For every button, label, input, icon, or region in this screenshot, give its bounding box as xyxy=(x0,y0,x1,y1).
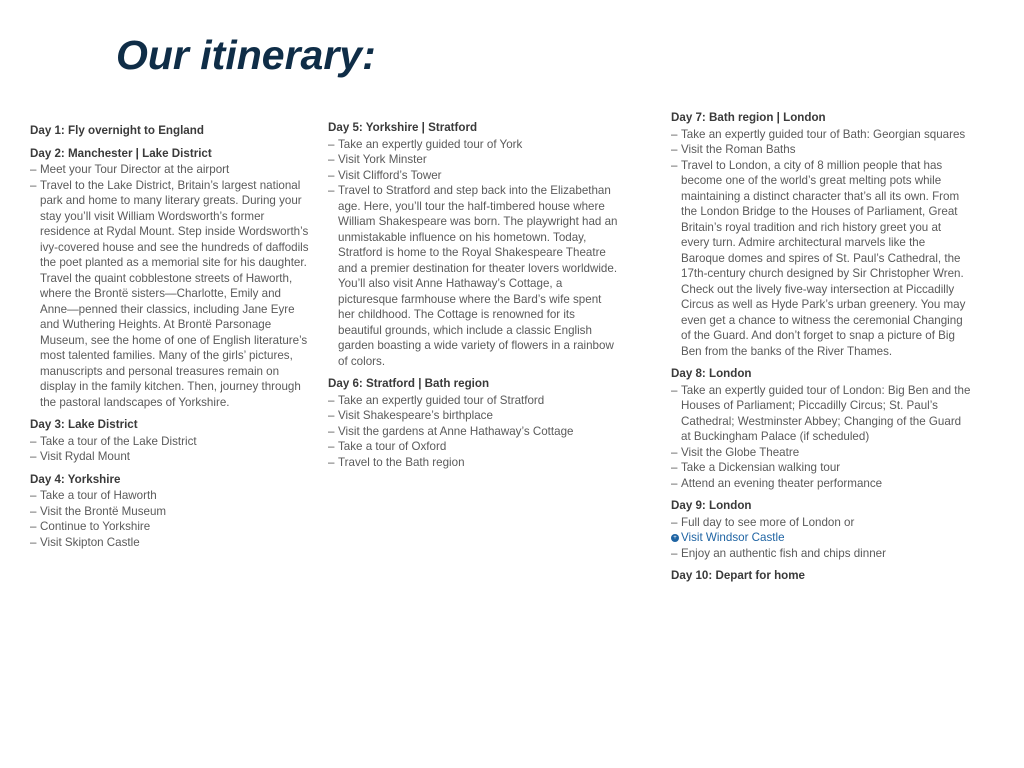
activity-item: – Visit Rydal Mount xyxy=(30,449,310,465)
day-activity-list xyxy=(30,162,310,410)
day-title: Day 3: Lake District xyxy=(30,418,138,431)
day-title: Day 9: London xyxy=(671,499,752,512)
day-activity-list xyxy=(671,127,971,360)
day-section xyxy=(671,366,971,491)
optional-excursion-link[interactable] xyxy=(671,530,971,546)
day-title: Day 2: Manchester | Lake District xyxy=(30,146,212,160)
day-activity-list xyxy=(328,393,618,471)
activity-item: – Take a tour of Haworth xyxy=(30,488,310,504)
day-activity-list xyxy=(30,488,310,550)
day-activity-list xyxy=(328,137,618,370)
day-activity-list xyxy=(671,383,971,492)
day-activity-list xyxy=(671,515,971,562)
activity-item: – Travel to Stratford and step back into the Elizabethan age. Here, you’ll tour the half-timbered house where William Shakespeare was born. The playwright had an unmistakable influence on his hometown. Today, Stratford is home to the Royal Shakespeare Theatre and a premier destination for theater lovers worldwide. You’ll also visit Anne Hathaway’s Cottage, a picturesque farmhouse where the Bard’s wife spent her childhood. The Cottage is renowned for its beautiful grounds, which include a classic English garden boasting a wide variety of flowers in a rainbow of colors. xyxy=(328,183,618,369)
day-title: Day 6: Stratford | Bath region xyxy=(328,377,490,390)
activity-item: – Visit the gardens at Anne Hathaway’s Cottage xyxy=(328,424,618,440)
activity-item: – Visit Skipton Castle xyxy=(30,535,310,551)
day-title: Day 7: Bath region | London xyxy=(671,111,826,124)
day-title: Day 1: Fly overnight to England xyxy=(30,124,204,137)
activity-item: – Full day to see more of London or xyxy=(671,515,971,531)
activity-item: – Travel to London, a city of 8 million people that has become one of the world’s great melting pots while maintaining a distinct character that’s all its own. From the London Bridge to the Houses of Parliament, Great Britain’s royal tradition and rich history greet you at every turn. Admire architectural marvels like the Baroque domes and spires of St. Paul’s Cathedral, the 17th-century church designed by Sir Christopher Wren. Check out the lively five-way intersection at Piccadilly Circus as well as Hyde Park’s urban greenery. You may even get a chance to witness the ceremonial Changing of the Guard. And don’t forget to snap a picture of Big Ben from the banks of the River Thames. xyxy=(671,158,971,360)
day-section xyxy=(30,472,310,551)
activity-item: – Continue to Yorkshire xyxy=(30,519,310,535)
activity-item: – Meet your Tour Director at the airport xyxy=(30,162,310,178)
activity-item: – Take a Dickensian walking tour xyxy=(671,460,971,476)
activity-item: – Take a tour of the Lake District xyxy=(30,434,310,450)
day-section xyxy=(328,120,618,369)
activity-item: – Visit Clifford’s Tower xyxy=(328,168,618,184)
activity-item: – Travel to the Bath region xyxy=(328,455,618,471)
activity-item: – Take an expertly guided tour of London: Big Ben and the Houses of Parliament; Piccadilly Circus; St. Paul’s Cathedral; Westminster Abbey; Changing of the Guard at Buckingham Palace (if scheduled) xyxy=(671,383,971,445)
day-section xyxy=(30,123,310,139)
activity-item: – Visit the Globe Theatre xyxy=(671,445,971,461)
activity-item: – Take an expertly guided tour of Stratford xyxy=(328,393,618,409)
itinerary-column-1 xyxy=(30,123,310,557)
day-title: Day 4: Yorkshire xyxy=(30,472,121,486)
activity-item: – Take a tour of Oxford xyxy=(328,439,618,455)
day-section xyxy=(30,417,310,465)
activity-item: – Take an expertly guided tour of Bath: Georgian squares xyxy=(671,127,971,143)
day-title: Day 10: Depart for home xyxy=(671,569,806,582)
activity-item: – Enjoy an authentic fish and chips dinner xyxy=(671,546,971,562)
day-title: Day 5: Yorkshire | Stratford xyxy=(328,121,478,134)
activity-item: – Take an expertly guided tour of York xyxy=(328,137,618,153)
plus-circle-icon: + xyxy=(671,534,679,542)
activity-item: – Attend an evening theater performance xyxy=(671,476,971,492)
activity-item: – Travel to the Lake District, Britain’s largest national park and home to many literary greats. During your stay you’ll visit William Wordsworth’s former residence at Rydal Mount. Step inside Wordsworth’s ivy-covered house and see the hundreds of daffodils the poet planted as a memorial site for his daughter. Travel the quaint cobblestone streets of Haworth, where the Brontë sisters—Charlotte, Emily and Anne—penned their classics, including Jane Eyre and Wuthering Heights. At Brontë Parsonage Museum, see the home of one of English literature’s most talented families. Many of the girls’ pictures, manuscripts and personal treasures remain on display in the family kitchen. Then, journey through the pastoral landscapes of Yorkshire. xyxy=(30,178,310,411)
day-section xyxy=(671,110,971,359)
itinerary-column-3 xyxy=(671,110,971,591)
day-section xyxy=(671,498,971,561)
activity-item: – Visit Shakespeare’s birthplace xyxy=(328,408,618,424)
day-section xyxy=(328,376,618,470)
page-title: Our itinerary: xyxy=(116,32,376,78)
day-activity-list xyxy=(30,434,310,465)
optional-excursion-label[interactable]: Visit Windsor Castle xyxy=(681,531,785,544)
activity-item: – Visit York Minster xyxy=(328,152,618,168)
day-section xyxy=(30,146,310,411)
activity-item: – Visit the Roman Baths xyxy=(671,142,971,158)
itinerary-column-2 xyxy=(328,120,618,477)
activity-item: – Visit the Brontë Museum xyxy=(30,504,310,520)
day-title: Day 8: London xyxy=(671,367,752,380)
day-section xyxy=(671,568,971,584)
